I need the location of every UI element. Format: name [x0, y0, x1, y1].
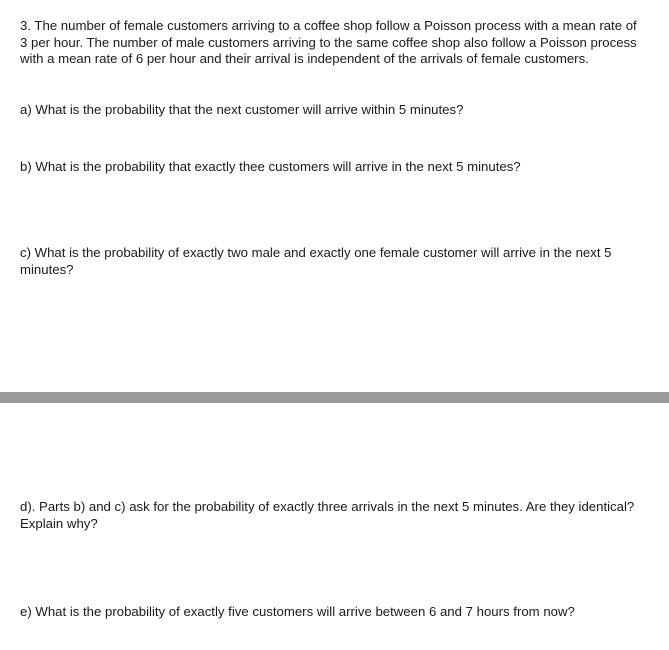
question-e: e) What is the probability of exactly five customers will arrive between 6 and 7 hours from now? [20, 604, 575, 619]
problem-statement: 3. The number of female customers arriving to a coffee shop follow a Poisson process with a mean rate of 3 per hour. The number of male customers arriving to the same coffee shop also follow a Poisson process with a mean rate of 6 per hour and their arrival is independent of the arrivals of female customers. [20, 18, 637, 66]
question-b: b) What is the probability that exactly thee customers will arrive in the next 5 minutes? [20, 159, 521, 174]
question-d: d). Parts b) and c) ask for the probability of exactly three arrivals in the next 5 minutes. Are they identical? Explain why? [20, 499, 635, 531]
question-a: a) What is the probability that the next customer will arrive within 5 minutes? [20, 102, 464, 117]
page-divider [0, 392, 669, 403]
question-c: c) What is the probability of exactly two male and exactly one female customer will arrive in the next 5 minutes? [20, 245, 612, 277]
